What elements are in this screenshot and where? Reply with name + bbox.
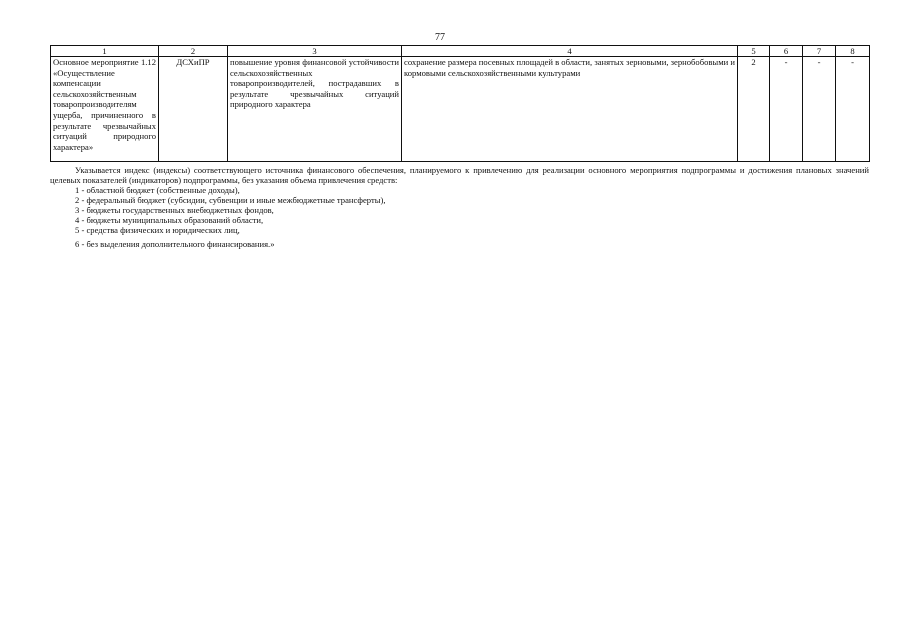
column-header: 8 <box>836 46 870 57</box>
funding-source-list <box>50 185 869 249</box>
column-header: 1 <box>51 46 159 57</box>
footnote-section <box>50 165 869 249</box>
list-item: 5 - средства физических и юридических лиц, <box>75 225 240 235</box>
activity-name-cell: Основное мероприятие 1.12 «Осуществление компенсации сельскохозяйственным товаропроизводителям ущерба, причиненного в результате чрезвычайных ситуаций природного характера» <box>51 57 159 162</box>
column-header: 6 <box>770 46 803 57</box>
funding-source-cell: 2 <box>738 57 770 162</box>
expected-result-cell: повышение уровня финансовой устойчивости сельскохозяйственных товаропроизводителей, пострадавших в результате чрезвычайных ситуаций природного характера <box>228 57 402 162</box>
value-cell-6: - <box>770 57 803 162</box>
activities-table <box>50 45 870 162</box>
list-item: 6 - без выделения дополнительного финансирования.» <box>75 239 275 249</box>
list-item: 3 - бюджеты государственных внебюджетных фондов, <box>75 205 274 215</box>
column-header: 7 <box>803 46 836 57</box>
list-item: 4 - бюджеты муниципальных образований области, <box>75 215 264 225</box>
footnote-intro: Указывается индекс (индексы) соответствующего источника финансового обеспечения, планируемого к привлечению для реализации основного мероприятия подпрограммы и достижения плановых значений целевых показателей (индикаторов) подпрограммы, без указания объема привлечения средств: <box>50 165 869 185</box>
table-row <box>51 57 870 162</box>
column-header: 2 <box>159 46 228 57</box>
list-item: 1 - областной бюджет (собственные доходы), <box>75 185 240 195</box>
page-number: 77 <box>435 32 445 43</box>
value-cell-8: - <box>836 57 870 162</box>
column-header: 5 <box>738 46 770 57</box>
responsible-executor-cell: ДСХиПР <box>159 57 228 162</box>
indicator-link-cell: сохранение размера посевных площадей в области, занятых зерновыми, зернобобовыми и кормовыми сельскохозяйственными культурами <box>402 57 738 162</box>
column-header: 4 <box>402 46 738 57</box>
table-header-row <box>51 46 870 57</box>
list-item: 2 - федеральный бюджет (субсидии, субвенции и иные межбюджетные трансферты), <box>75 195 386 205</box>
column-header: 3 <box>228 46 402 57</box>
value-cell-7: - <box>803 57 836 162</box>
